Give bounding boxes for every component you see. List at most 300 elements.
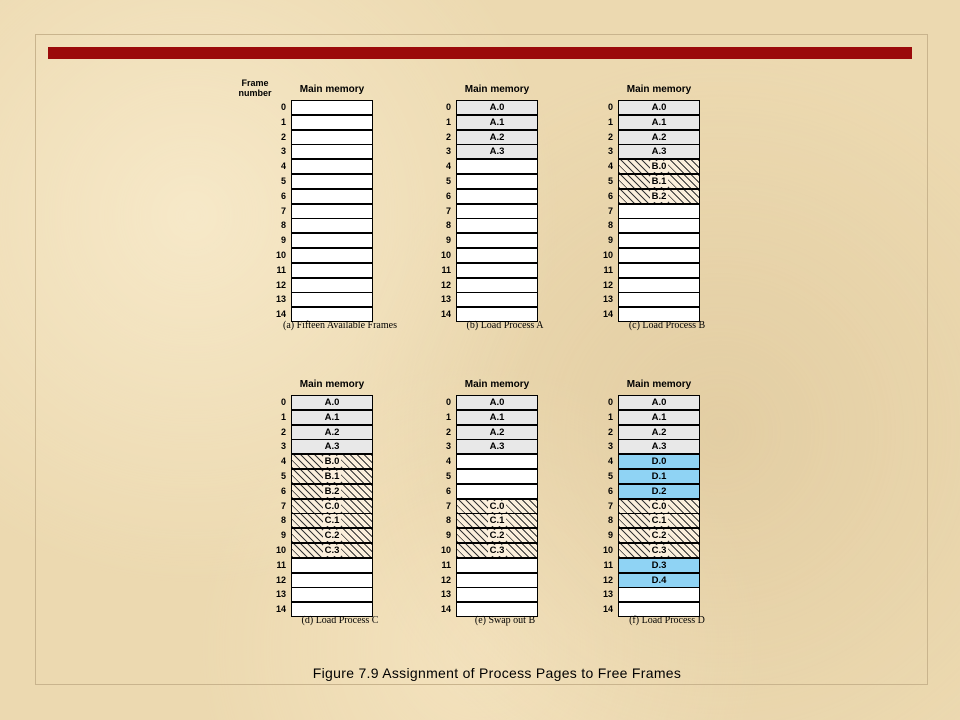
main-memory-header: Main memory <box>626 84 692 95</box>
page-label: B.0 <box>651 161 667 173</box>
frame-number: 11 <box>603 559 613 570</box>
main-memory-header: Main memory <box>299 379 365 390</box>
frame-row <box>405 233 585 248</box>
memory-frame-cell <box>291 484 373 499</box>
memory-frame-cell <box>618 513 700 528</box>
memory-frame-cell <box>618 130 700 145</box>
panel-caption: (e) Swap out B <box>474 615 536 626</box>
frame-row <box>240 292 420 307</box>
frame-row <box>405 115 585 130</box>
frame-row <box>405 144 585 159</box>
frame-row <box>405 513 585 528</box>
frame-number: 5 <box>445 176 451 186</box>
memory-frame-cell <box>618 528 700 543</box>
frame-row <box>405 528 585 543</box>
page-label: C.3 <box>324 545 340 556</box>
frame-row <box>567 248 747 263</box>
page-label: A.3 <box>324 441 340 453</box>
frame-row <box>240 439 420 454</box>
memory-frame-cell <box>291 159 373 174</box>
frame-number: 1 <box>280 411 286 422</box>
frame-number: 7 <box>607 500 613 511</box>
memory-frame-cell <box>291 115 373 130</box>
frame-row <box>240 528 420 543</box>
memory-panel-f <box>567 379 747 649</box>
frame-row <box>567 263 747 278</box>
frame-row <box>405 130 585 145</box>
frame-row <box>240 395 420 410</box>
frame-row <box>240 189 420 204</box>
page-label: A.2 <box>324 426 340 438</box>
frame-number: 5 <box>445 471 451 481</box>
frame-row <box>240 425 420 440</box>
frame-number: 14 <box>275 309 286 320</box>
frame-number: 3 <box>445 441 451 452</box>
frame-row <box>240 587 420 602</box>
frame-row <box>567 100 747 115</box>
page-label: A.2 <box>489 131 505 143</box>
memory-frame-cell <box>456 100 538 115</box>
frame-number: 11 <box>276 559 286 570</box>
memory-frame-cell <box>618 425 700 440</box>
page-label: B.2 <box>324 485 340 497</box>
memory-frame-cell <box>618 218 700 233</box>
memory-frame-cell <box>291 469 373 484</box>
frame-row <box>240 100 420 115</box>
frame-number: 5 <box>607 471 613 481</box>
frame-number: 1 <box>607 116 613 127</box>
frame-row <box>240 410 420 425</box>
frame-number: 0 <box>607 102 613 112</box>
frame-row <box>240 484 420 499</box>
memory-frame-cell <box>456 499 538 514</box>
frame-row <box>567 484 747 499</box>
frame-number: 7 <box>445 205 451 216</box>
frame-number: 12 <box>602 279 613 290</box>
frame-row <box>240 130 420 145</box>
memory-frame-cell <box>291 573 373 588</box>
page-label: C.1 <box>651 515 667 527</box>
memory-frame-cell <box>456 233 538 248</box>
memory-panel-c <box>567 84 747 354</box>
frame-row <box>567 410 747 425</box>
frame-number: 13 <box>440 294 451 305</box>
frame-number: 6 <box>445 485 451 496</box>
memory-frame-cell <box>456 248 538 263</box>
frame-row <box>405 484 585 499</box>
page-label: C.0 <box>651 500 667 512</box>
frame-number: 14 <box>602 309 613 320</box>
memory-panel-d <box>240 379 420 649</box>
memory-frame-cell <box>618 395 700 410</box>
memory-frame-cell <box>456 425 538 440</box>
frame-number: 6 <box>607 485 613 496</box>
memory-frame-cell <box>456 454 538 469</box>
frame-number: 2 <box>607 131 613 142</box>
frame-number: 4 <box>607 161 613 172</box>
memory-frame-cell <box>291 292 373 307</box>
memory-frame-cell <box>291 513 373 528</box>
memory-frame-cell <box>618 204 700 219</box>
memory-frame-cell <box>291 587 373 602</box>
frame-row <box>567 233 747 248</box>
frame-row <box>405 425 585 440</box>
frame-row <box>567 558 747 573</box>
page-label: A.3 <box>489 146 505 158</box>
memory-frame-cell <box>618 543 700 558</box>
main-memory-header: Main memory <box>299 84 365 95</box>
frame-row <box>240 543 420 558</box>
frame-row <box>567 543 747 558</box>
page-label: A.2 <box>651 131 667 143</box>
frame-number: 0 <box>280 102 286 112</box>
frame-number: 6 <box>445 190 451 201</box>
memory-frame-cell <box>291 410 373 425</box>
frame-number: 9 <box>607 235 613 246</box>
frame-row <box>405 278 585 293</box>
frame-number: 7 <box>445 500 451 511</box>
memory-frame-cell <box>291 218 373 233</box>
memory-frame-cell <box>456 587 538 602</box>
page-label: A.1 <box>324 411 340 423</box>
page-label: C.0 <box>489 500 505 512</box>
frame-number: 0 <box>445 102 451 112</box>
main-memory-header: Main memory <box>464 84 530 95</box>
frame-row <box>240 174 420 189</box>
frame-row <box>405 558 585 573</box>
frame-row <box>405 263 585 278</box>
frame-number: 7 <box>280 205 286 216</box>
frame-row <box>567 292 747 307</box>
title-bar <box>48 47 912 59</box>
frame-number: 13 <box>275 294 286 305</box>
frame-row <box>567 439 747 454</box>
page-label: C.3 <box>489 545 505 556</box>
frame-number: 4 <box>445 456 451 467</box>
frame-number: 10 <box>275 545 286 555</box>
page-label: D.1 <box>651 471 667 482</box>
frame-number: 9 <box>280 530 286 541</box>
memory-frame-cell <box>291 543 373 558</box>
page-label: A.3 <box>651 441 667 453</box>
frame-number: 8 <box>445 220 451 231</box>
frame-number: 6 <box>607 190 613 201</box>
frame-number: 3 <box>280 441 286 452</box>
frame-row <box>240 263 420 278</box>
page-label: A.0 <box>489 397 505 408</box>
frame-row <box>240 469 420 484</box>
memory-frame-cell <box>618 144 700 159</box>
memory-frame-cell <box>456 469 538 484</box>
memory-frame-cell <box>456 278 538 293</box>
memory-frame-cell <box>291 204 373 219</box>
page-label: A.0 <box>324 397 340 408</box>
page-label: D.2 <box>651 485 667 497</box>
frame-number: 9 <box>280 235 286 246</box>
frame-row <box>405 204 585 219</box>
frame-row <box>567 469 747 484</box>
frame-number: 14 <box>602 604 613 615</box>
page-label: A.1 <box>489 116 505 128</box>
frame-row <box>405 174 585 189</box>
frame-row <box>405 410 585 425</box>
frame-number: 9 <box>445 235 451 246</box>
frame-row <box>240 144 420 159</box>
page-label: C.3 <box>651 545 667 556</box>
page-label: A.0 <box>651 397 667 408</box>
memory-frame-cell <box>456 292 538 307</box>
frame-number: 13 <box>602 589 613 600</box>
page-label: B.1 <box>324 471 340 482</box>
frame-row <box>567 115 747 130</box>
memory-frame-cell <box>291 233 373 248</box>
frame-row <box>567 130 747 145</box>
frame-number: 3 <box>445 146 451 157</box>
memory-frame-cell <box>456 513 538 528</box>
frame-row <box>567 174 747 189</box>
frame-row <box>567 528 747 543</box>
memory-frame-cell <box>618 278 700 293</box>
memory-frame-cell <box>291 174 373 189</box>
memory-panel-e <box>405 379 585 649</box>
frame-number: 8 <box>280 515 286 526</box>
memory-frame-cell <box>291 144 373 159</box>
memory-frame-cell <box>456 189 538 204</box>
main-memory-header: Main memory <box>626 379 692 390</box>
frame-number: 10 <box>275 250 286 260</box>
frame-number: 4 <box>607 456 613 467</box>
frame-number: 9 <box>607 530 613 541</box>
memory-frame-cell <box>456 263 538 278</box>
frame-row <box>567 278 747 293</box>
memory-frame-cell <box>456 159 538 174</box>
frame-row <box>405 248 585 263</box>
frame-number: 1 <box>445 411 451 422</box>
memory-panel-a <box>238 78 420 354</box>
frame-row <box>405 439 585 454</box>
memory-frame-cell <box>456 528 538 543</box>
frame-number: 7 <box>607 205 613 216</box>
panel-caption: (a) Fifteen Available Frames <box>283 320 397 331</box>
memory-frame-cell <box>618 263 700 278</box>
frame-number: 8 <box>280 220 286 231</box>
panel-caption: (d) Load Process C <box>301 615 379 626</box>
frame-number: 0 <box>280 397 286 407</box>
frame-number: 5 <box>607 176 613 186</box>
frame-row <box>405 100 585 115</box>
frame-row <box>567 587 747 602</box>
memory-frame-cell <box>291 189 373 204</box>
frame-row <box>567 204 747 219</box>
frame-number: 2 <box>280 426 286 437</box>
memory-frame-cell <box>618 410 700 425</box>
frame-number: 3 <box>607 146 613 157</box>
frame-number: 9 <box>445 530 451 541</box>
page-label: A.3 <box>651 146 667 158</box>
frame-row <box>240 248 420 263</box>
panel-caption: (f) Load Process D <box>629 615 705 626</box>
panel-caption: (b) Load Process A <box>466 320 544 331</box>
frame-row <box>567 144 747 159</box>
page-label: B.1 <box>651 176 667 187</box>
frame-number: 1 <box>607 411 613 422</box>
memory-frame-cell <box>456 410 538 425</box>
frame-number: 4 <box>280 161 286 172</box>
frame-row <box>240 278 420 293</box>
page-label: A.2 <box>489 426 505 438</box>
frame-number: 10 <box>440 545 451 555</box>
frame-number: 3 <box>280 146 286 157</box>
page-label: C.1 <box>324 515 340 527</box>
memory-frame-cell <box>456 130 538 145</box>
page-label: A.0 <box>651 102 667 113</box>
frame-row <box>567 499 747 514</box>
frame-number: 2 <box>445 426 451 437</box>
frame-number: 11 <box>441 559 451 570</box>
memory-frame-cell <box>618 233 700 248</box>
panel-caption: (c) Load Process B <box>628 320 706 331</box>
memory-frame-cell <box>291 263 373 278</box>
memory-frame-cell <box>618 469 700 484</box>
memory-frame-cell <box>456 484 538 499</box>
page-label: D.0 <box>651 456 667 468</box>
frame-number-header: Frame number <box>238 78 272 98</box>
frame-number: 11 <box>276 264 286 275</box>
frame-row <box>405 454 585 469</box>
memory-frame-cell <box>618 292 700 307</box>
page-label: D.3 <box>651 559 667 571</box>
frame-number: 1 <box>445 116 451 127</box>
memory-frame-cell <box>456 573 538 588</box>
memory-frame-cell <box>618 573 700 588</box>
frame-row <box>240 115 420 130</box>
memory-frame-cell <box>456 218 538 233</box>
memory-frame-cell <box>291 454 373 469</box>
frame-number: 2 <box>607 426 613 437</box>
frame-number: 14 <box>275 604 286 615</box>
memory-frame-cell <box>618 189 700 204</box>
frame-row <box>405 292 585 307</box>
frame-row <box>405 587 585 602</box>
memory-frame-cell <box>456 204 538 219</box>
frame-number: 5 <box>280 176 286 186</box>
frame-row <box>567 159 747 174</box>
memory-frame-cell <box>618 248 700 263</box>
frame-row <box>240 499 420 514</box>
frame-number: 8 <box>607 220 613 231</box>
memory-frame-cell <box>291 248 373 263</box>
frame-row <box>240 204 420 219</box>
frame-row <box>405 218 585 233</box>
frame-row <box>567 573 747 588</box>
page-label: C.2 <box>324 530 340 542</box>
page-label: D.4 <box>651 574 667 586</box>
frame-number: 11 <box>441 264 451 275</box>
frame-row <box>405 189 585 204</box>
page-label: A.1 <box>489 411 505 423</box>
frame-number: 14 <box>440 604 451 615</box>
frame-row <box>405 159 585 174</box>
memory-frame-cell <box>456 144 538 159</box>
memory-frame-cell <box>291 439 373 454</box>
memory-frame-cell <box>618 439 700 454</box>
frame-row <box>567 189 747 204</box>
frame-number: 2 <box>445 131 451 142</box>
frame-row <box>567 454 747 469</box>
frame-row <box>405 469 585 484</box>
page-label: A.1 <box>651 411 667 423</box>
page-label: C.2 <box>651 530 667 542</box>
frame-number: 4 <box>280 456 286 467</box>
frame-number: 0 <box>607 397 613 407</box>
memory-frame-cell <box>456 543 538 558</box>
memory-panel-b <box>405 84 585 354</box>
memory-frame-cell <box>291 558 373 573</box>
memory-frame-cell <box>291 425 373 440</box>
page-label: A.2 <box>651 426 667 438</box>
frame-number: 6 <box>280 485 286 496</box>
memory-frame-cell <box>291 100 373 115</box>
frame-row <box>567 395 747 410</box>
frame-row <box>240 159 420 174</box>
frame-number: 10 <box>440 250 451 260</box>
frame-row <box>405 573 585 588</box>
frame-number: 12 <box>440 279 451 290</box>
frame-number: 12 <box>275 279 286 290</box>
frame-row <box>240 218 420 233</box>
frame-row <box>240 573 420 588</box>
memory-frame-cell <box>618 174 700 189</box>
memory-frame-cell <box>291 278 373 293</box>
frame-number: 10 <box>602 545 613 555</box>
frame-row <box>240 558 420 573</box>
frame-number: 6 <box>280 190 286 201</box>
memory-frame-cell <box>618 115 700 130</box>
page-label: B.2 <box>651 190 667 202</box>
frame-number: 11 <box>603 264 613 275</box>
frame-row <box>240 233 420 248</box>
frame-number: 12 <box>275 574 286 585</box>
memory-frame-cell <box>456 174 538 189</box>
frame-number: 12 <box>602 574 613 585</box>
frame-number: 5 <box>280 471 286 481</box>
page-label: C.2 <box>489 530 505 542</box>
frame-row <box>240 454 420 469</box>
page-label: A.1 <box>651 116 667 128</box>
frame-number: 7 <box>280 500 286 511</box>
frame-number: 8 <box>445 515 451 526</box>
memory-frame-cell <box>618 159 700 174</box>
memory-frame-cell <box>618 587 700 602</box>
memory-frame-cell <box>291 130 373 145</box>
frame-row <box>240 513 420 528</box>
frame-number: 13 <box>275 589 286 600</box>
page-label: A.0 <box>489 102 505 113</box>
memory-frame-cell <box>618 558 700 573</box>
page-label: C.0 <box>324 500 340 512</box>
frame-number: 13 <box>602 294 613 305</box>
frame-number: 13 <box>440 589 451 600</box>
frame-row <box>405 543 585 558</box>
frame-row <box>567 218 747 233</box>
memory-frame-cell <box>456 439 538 454</box>
memory-frame-cell <box>618 100 700 115</box>
page-label: B.0 <box>324 456 340 468</box>
frame-number: 12 <box>440 574 451 585</box>
frame-row <box>405 395 585 410</box>
memory-frame-cell <box>456 395 538 410</box>
memory-frame-cell <box>618 499 700 514</box>
